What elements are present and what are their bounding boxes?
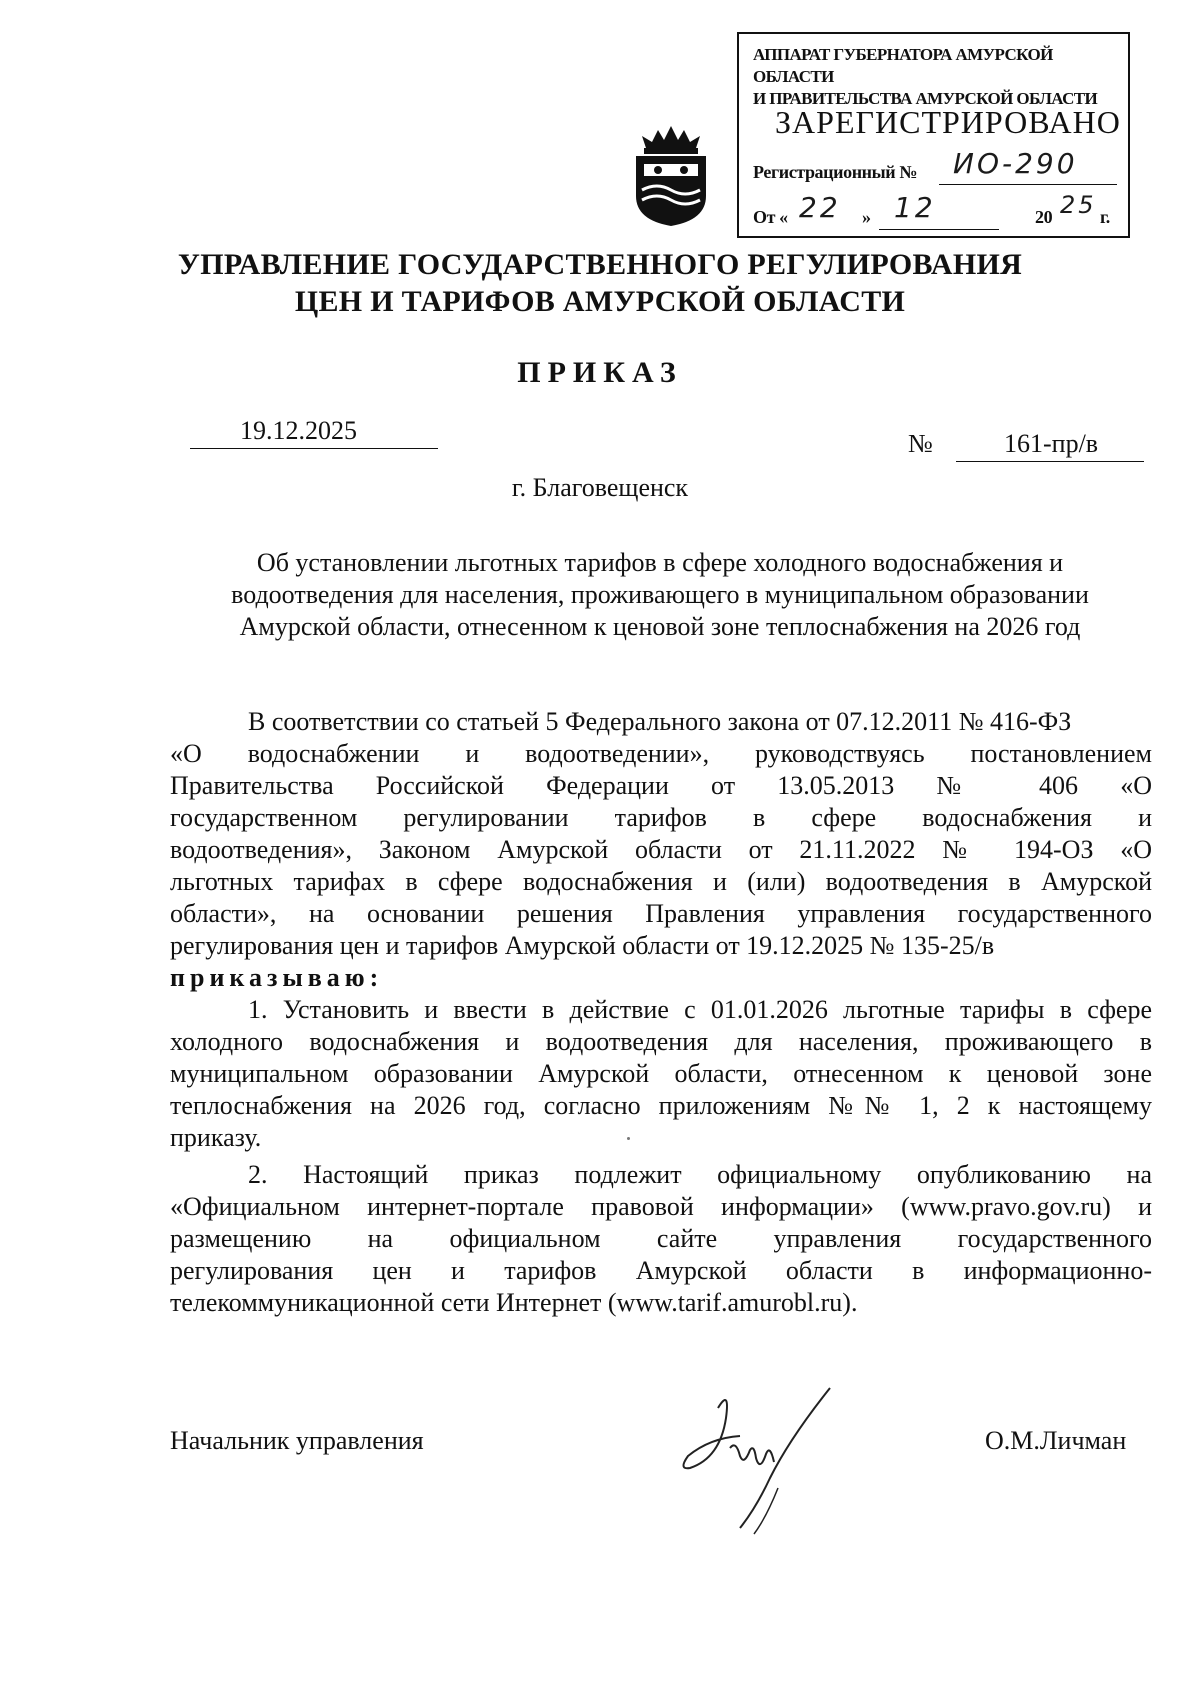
stamp-header [753,44,1123,110]
signatory-position: Начальник управления [170,1426,424,1455]
body-line: водоотведения», Законом Амурской области от 21.11.2022 № 194-ОЗ «О [170,835,1152,864]
order-date: 19.12.2025 [240,416,357,445]
coat-of-arms-emblem [630,118,712,228]
stamp-date-day: 22 [799,191,841,224]
body-line: холодного водоснабжения и водоотведения для населения, проживающего в [170,1027,1152,1056]
stamp-month-underline [879,229,999,230]
body-line: области», на основании решения Правления управления государственного [170,899,1152,928]
subject-line: Амурской области, отнесенном к ценовой зоне теплоснабжения на 2026 год [239,612,1081,641]
org-name-line1: УПРАВЛЕНИЕ ГОСУДАРСТВЕННОГО РЕГУЛИРОВАНИЯ [177,248,1023,281]
document-type-title: ПРИКАЗ [517,356,683,389]
stamp-header-line1: АППАРАТ ГУБЕРНАТОРА АМУРСКОЙ ОБЛАСТИ [753,45,1053,86]
stamp-reg-number: ИО-290 [953,147,1078,180]
body-line: «О водоснабжении и водоотведении», руководствуясь постановлением [170,739,1152,768]
body-line: размещению на официальном сайте управления государственного [170,1224,1152,1253]
stamp-reg-underline [939,184,1117,185]
body-line: регулирования цен и тарифов Амурской области от 19.12.2025 № 135-25/в [170,931,995,960]
order-number-label: № [908,429,933,458]
stamp-year-unit: г. [1100,207,1110,227]
order-number-underline [956,461,1144,462]
stamp-title: ЗАРЕГИСТРИРОВАНО [775,104,1121,140]
order-number: 161-пр/в [1004,429,1099,458]
body-line: телекоммуникационной сети Интернет (www.tarif.amurobl.ru). [170,1288,858,1317]
order-date-underline [190,448,438,449]
body-line: 1. Установить и ввести в действие с 01.01.2026 льготные тарифы в сфере [248,995,1152,1024]
city: г. Благовещенск [511,473,689,502]
signatory-name: О.М.Личман [985,1426,1127,1455]
stamp-year-prefix: 20 [1035,207,1053,227]
body-line: муниципальном образовании Амурской области, отнесенном к ценовой зоне [170,1059,1152,1088]
stamp-year-suffix: 25 [1060,191,1097,219]
scan-dot [627,1137,630,1140]
stamp-date-mid: » [862,207,871,227]
directive-word: приказываю: [170,963,384,992]
body-line: теплоснабжения на 2026 год, согласно приложениям №№ 1, 2 к настоящему [170,1091,1152,1120]
stamp-reg-label: Регистрационный № [753,162,918,182]
handwritten-signature [670,1378,840,1538]
stamp-header-line2: И ПРАВИТЕЛЬСТВА АМУРСКОЙ ОБЛАСТИ [753,89,1098,108]
registration-stamp [737,32,1130,238]
subject-line: Об установлении льготных тарифов в сфере холодного водоснабжения и [256,548,1064,577]
body-line: приказу. [170,1123,262,1152]
org-name-line2: ЦЕН И ТАРИФОВ АМУРСКОЙ ОБЛАСТИ [294,285,906,318]
body-line: Правительства Российской Федерации от 13.05.2013 № 406 «О [170,771,1152,800]
subject-line: водоотведения для населения, проживающего в муниципальном образовании [231,580,1089,609]
body-line: В соответствии со статьей 5 Федерального закона от 07.12.2011 № 416-ФЗ [248,707,1072,736]
body-line: «Официальном интернет-портале правовой информации» (www.pravo.gov.ru) и [170,1192,1152,1221]
body-line: льготных тарифах в сфере водоснабжения и (или) водоотведения в Амурской [170,867,1152,896]
stamp-date-prefix: От « [753,207,788,227]
order-subject [180,547,1140,643]
body-line: 2. Настоящий приказ подлежит официальному опубликованию на [248,1160,1152,1189]
body-line: государственном регулировании тарифов в сфере водоснабжения и [170,803,1152,832]
body-line: регулирования цен и тарифов Амурской области в информационно- [170,1256,1152,1285]
stamp-date-month: 12 [894,191,936,224]
